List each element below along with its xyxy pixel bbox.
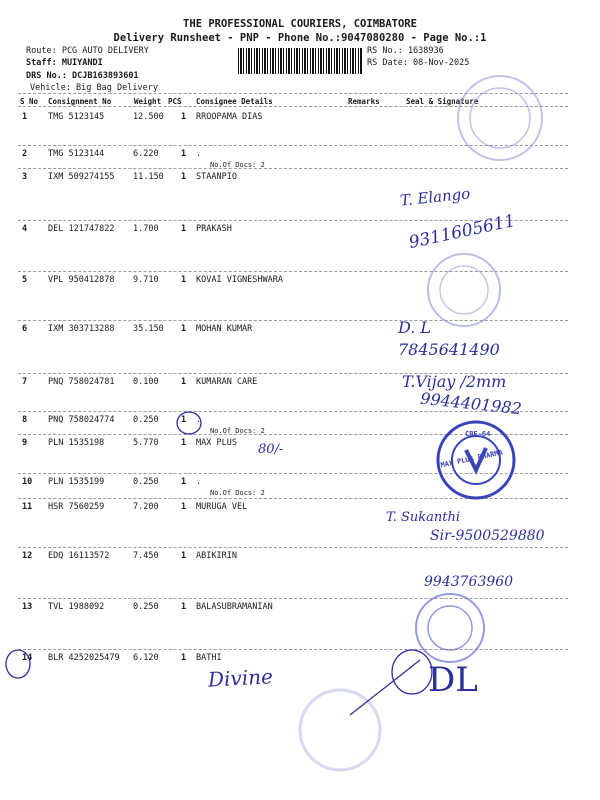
row-doc-note: No.Of Docs: 2 — [210, 427, 265, 435]
maxplus-stamp-text: MAX PLUS PHARMA — [439, 448, 504, 470]
row-sno: 12 — [22, 551, 33, 561]
row-consignee: STAANPIO — [196, 172, 237, 182]
row-weight: 9.710 — [133, 275, 159, 285]
col-consignee: Consignee Details — [196, 97, 273, 106]
row-pcs: 1 — [181, 438, 187, 448]
mark-row9: 80/- — [258, 442, 284, 457]
row-sno: 1 — [22, 112, 28, 122]
row-pcs: 1 — [181, 275, 187, 285]
bottom-stamp — [300, 690, 380, 770]
row-pcs: 1 — [181, 551, 187, 561]
sig-row14: DL — [428, 660, 478, 700]
row-consignee: ABIKIRIN — [196, 551, 237, 561]
row-consignment: TVL 1988092 — [48, 602, 105, 612]
drs-label: DRS No.: DCJB163893601 — [26, 71, 139, 81]
row-consignee: BALASUBRAMANIAN — [196, 602, 273, 612]
row-sno: 6 — [22, 324, 28, 334]
row-weight: 1.700 — [133, 224, 159, 234]
row-consignment: IXM 509274155 — [48, 172, 115, 182]
row-pcs: 1 — [181, 502, 187, 512]
row-weight: 12.500 — [133, 112, 164, 122]
row-weight: 6.120 — [133, 653, 159, 663]
row-pcs: 1 — [181, 172, 187, 182]
top-right-stamp — [458, 76, 542, 160]
row-consignment: TMG 5123144 — [48, 149, 105, 159]
row-sno: 14 — [22, 653, 33, 663]
row-weight: 0.250 — [133, 477, 159, 487]
name-row14: Divine — [207, 664, 274, 692]
sig-row6: D. L — [398, 318, 432, 337]
rs-date: RS Date: 08-Nov-2025 — [367, 58, 470, 68]
rs-number: RS No.: 1638936 — [367, 46, 444, 56]
col-seal: Seal & Signature — [406, 97, 479, 106]
sig-row7: T.Vijay /2mm — [402, 372, 507, 391]
phone-row11: Sir-9500529880 — [430, 528, 545, 544]
row-consignee: . — [196, 149, 202, 159]
row-consignee: BATHI — [196, 653, 222, 663]
row-consignment: EDQ 16113572 — [48, 551, 110, 561]
sig-row3: T. Elango — [399, 184, 472, 210]
row-consignee: MAX PLUS — [196, 438, 237, 448]
vehicle-label: Vehicle: Big Bag Delivery — [30, 83, 158, 93]
row-weight: 7.200 — [133, 502, 159, 512]
col-pcs: PCS — [168, 97, 182, 106]
row-pcs: 1 — [181, 477, 187, 487]
row-pcs: 1 — [181, 149, 187, 159]
row-weight: 0.250 — [133, 602, 159, 612]
row-consignment: PLN 1535199 — [48, 477, 105, 487]
maxplus-stamp-code: CBE-64 — [465, 430, 491, 438]
row-weight: 35.150 — [133, 324, 164, 334]
row-sno: 5 — [22, 275, 28, 285]
row-consignment: VPL 950412878 — [48, 275, 115, 285]
runsheet-title: Delivery Runsheet - PNP - Phone No.:9047080280 - Page No.:1 — [113, 32, 487, 44]
row-consignment: TMG 5123145 — [48, 112, 105, 122]
row-weight: 5.770 — [133, 438, 159, 448]
row-consignment: IXM 303713288 — [48, 324, 115, 334]
row-sno: 7 — [22, 377, 28, 387]
row-weight: 7.450 — [133, 551, 159, 561]
row-weight: 0.100 — [133, 377, 159, 387]
row-weight: 0.250 — [133, 415, 159, 425]
cbe-stamp — [416, 594, 484, 662]
col-weight: Weight — [134, 97, 162, 106]
row-pcs: 1 — [181, 224, 187, 234]
phone-row7: 9944401982 — [419, 388, 523, 419]
company-title: THE PROFESSIONAL COURIERS, COIMBATORE — [183, 18, 417, 30]
phone-row12: 9943763960 — [424, 574, 514, 590]
phone-row4: 9311605611 — [407, 210, 518, 254]
col-remarks: Remarks — [348, 97, 380, 106]
row-sno: 13 — [22, 602, 33, 612]
row-sno: 9 — [22, 438, 28, 448]
row-pcs: 1 — [181, 653, 187, 663]
row-consignment: DEL 121747822 — [48, 224, 115, 234]
row-pcs: 1 — [181, 602, 187, 612]
sig-row11: T. Sukanthi — [386, 510, 461, 525]
row-doc-note: No.Of Docs: 2 — [210, 161, 265, 169]
row-consignee: KUMARAN CARE — [196, 377, 258, 387]
row-consignment: PLN 1535198 — [48, 438, 105, 448]
row-pcs: 1 — [181, 415, 187, 425]
row-consignee: KOVAI VIGNESHWARA — [196, 275, 283, 285]
row-consignee: RROOPAMA DIAS — [196, 112, 263, 122]
route-label: Route: PCG AUTO DELIVERY — [26, 46, 149, 56]
row-consignee: PRAKASH — [196, 224, 232, 234]
row-consignment: PNQ 758024781 — [48, 377, 115, 387]
row-sno: 4 — [22, 224, 28, 234]
row-pcs: 1 — [181, 324, 187, 334]
row-weight: 11.150 — [133, 172, 164, 182]
row-pcs: 1 — [181, 112, 187, 122]
row-sno: 11 — [22, 502, 33, 512]
col-consignment: Consignment No — [48, 97, 112, 106]
col-sno: S No — [20, 97, 39, 106]
vignesh-stamp — [428, 254, 500, 326]
row-weight: 6.220 — [133, 149, 159, 159]
row-consignment: BLR 4252025479 — [48, 653, 120, 663]
row-consignee: MURUGA VEL — [196, 502, 248, 512]
row-consignee: MOHAN KUMAR — [196, 324, 253, 334]
row-sno: 10 — [22, 477, 33, 487]
row-consignee: . — [196, 477, 202, 487]
row-sno: 3 — [22, 172, 28, 182]
row-doc-note: No.Of Docs: 2 — [210, 489, 265, 497]
staff-label: Staff: MUIYANDI — [26, 58, 103, 68]
row-sno: 2 — [22, 149, 28, 159]
row-consignment: PNQ 758024774 — [48, 415, 115, 425]
row-consignment: HSR 7560259 — [48, 502, 105, 512]
row-pcs: 1 — [181, 377, 187, 387]
row-sno: 8 — [22, 415, 28, 425]
phone-row6: 7845641490 — [398, 340, 500, 359]
row-consignee: . — [196, 415, 202, 425]
